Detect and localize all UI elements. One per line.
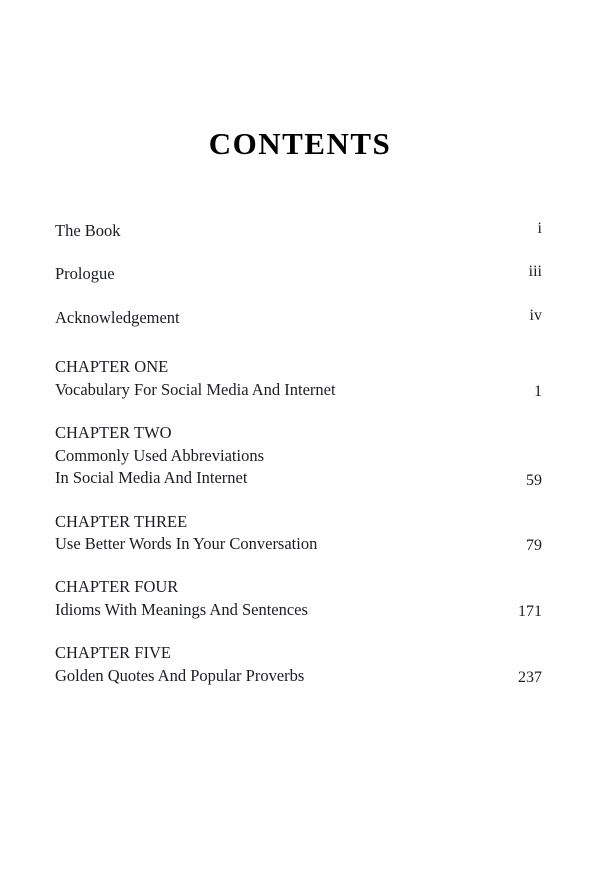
toc-entry-labels (55, 642, 304, 687)
toc-chapter-heading: CHAPTER FOUR (55, 577, 179, 597)
toc-chapter-heading: CHAPTER FIVE (55, 643, 171, 663)
page-title: CONTENTS (208, 126, 392, 161)
toc-chapter-subtitle: Idioms With Meanings And Sentences (55, 599, 308, 619)
toc-entry[interactable] (55, 263, 542, 285)
toc-entry-line: Prologue (55, 264, 115, 284)
toc-chapter-subtitle: Use Better Words In Your Conversation (55, 533, 318, 553)
toc-entry-labels (55, 356, 336, 401)
toc-entry[interactable] (55, 422, 542, 489)
toc-entry[interactable] (55, 307, 542, 329)
toc-entry-page-number: 1 (534, 383, 542, 401)
toc-entry-labels (55, 263, 115, 285)
toc-entry[interactable] (55, 511, 542, 556)
toc-entry-line: Acknowledgement (55, 307, 180, 327)
toc-entry-page-number: 237 (518, 669, 542, 687)
toc-entry-line: The Book (55, 221, 121, 240)
toc-entry[interactable] (55, 220, 542, 242)
toc-chapter-subtitle: Vocabulary For Social Media And Internet (55, 379, 336, 399)
toc-chapter-heading: CHAPTER ONE (55, 357, 169, 377)
toc-entry[interactable] (55, 642, 542, 687)
table-of-contents (0, 220, 600, 687)
toc-entry-labels (55, 511, 317, 556)
toc-entry-page-number: iii (528, 263, 542, 281)
toc-entry-page-number: 171 (518, 603, 542, 621)
toc-entry-labels (55, 422, 264, 489)
toc-entry-labels (55, 307, 180, 329)
toc-chapter-subtitle: Golden Quotes And Popular Proverbs (55, 665, 305, 685)
toc-entry-page-number: i (537, 220, 542, 237)
toc-entry-page-number: 59 (526, 471, 542, 489)
toc-entry-page-number: iv (529, 306, 542, 324)
toc-entry[interactable] (55, 576, 542, 621)
toc-entry[interactable] (55, 356, 542, 401)
toc-chapter-heading: CHAPTER THREE (55, 511, 188, 531)
toc-entry-labels (55, 220, 121, 242)
toc-entry-labels (55, 576, 308, 621)
toc-chapter-subtitle: Commonly Used Abbreviations (55, 445, 264, 465)
toc-chapter-subtitle-2: In Social Media And Internet (55, 468, 248, 488)
toc-entry-page-number: 79 (526, 537, 542, 555)
toc-chapter-heading: CHAPTER TWO (55, 423, 172, 443)
